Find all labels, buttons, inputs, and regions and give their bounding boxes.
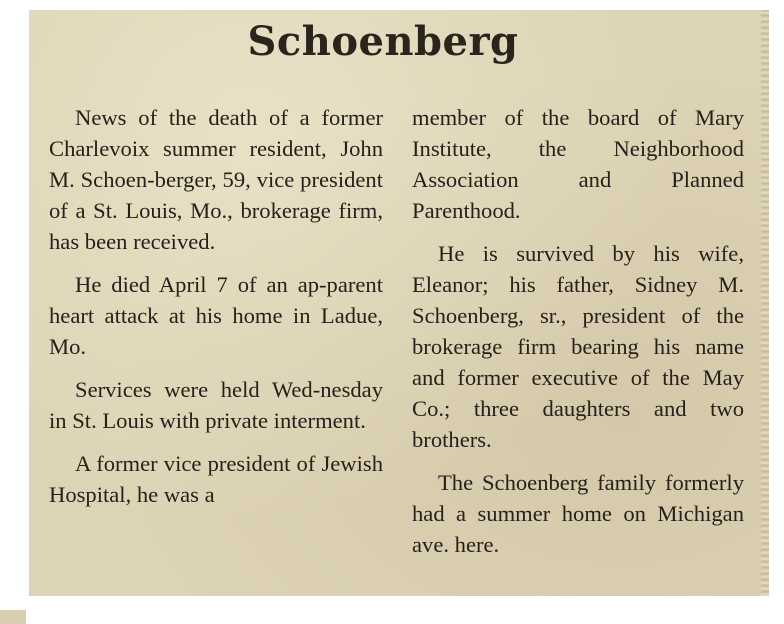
- newspaper-clipping: [29, 10, 769, 596]
- paper-scrap: [0, 610, 26, 624]
- right-column: [412, 102, 744, 560]
- paragraph: Services were held Wed-nesday in St. Louis with private interment.: [49, 377, 383, 433]
- paragraph: A former vice president of Jewish Hospital, he was a: [49, 451, 383, 507]
- torn-edge: [761, 10, 769, 596]
- paragraph: The Schoenberg family formerly had a summer home on Michigan ave. here.: [412, 470, 744, 557]
- left-column: [49, 102, 383, 510]
- paragraph: He is survived by his wife, Eleanor; his father, Sidney M. Schoenberg, sr., president of the brokerage firm bearing his name and former executive of the May Co.; three daughters and two brothers.: [412, 241, 744, 452]
- paragraph-continued: member of the board of Mary Institute, the Neighborhood Association and Planned Parenthood.: [412, 105, 744, 223]
- paragraph: He died April 7 of an ap-parent heart attack at his home in Ladue, Mo.: [49, 272, 383, 359]
- headline: Schoenberg: [247, 18, 519, 65]
- paragraph: News of the death of a former Charlevoix summer resident, John M. Schoen-berger, 59, vice president of a St. Louis, Mo., brokerage firm, has been received.: [49, 105, 383, 254]
